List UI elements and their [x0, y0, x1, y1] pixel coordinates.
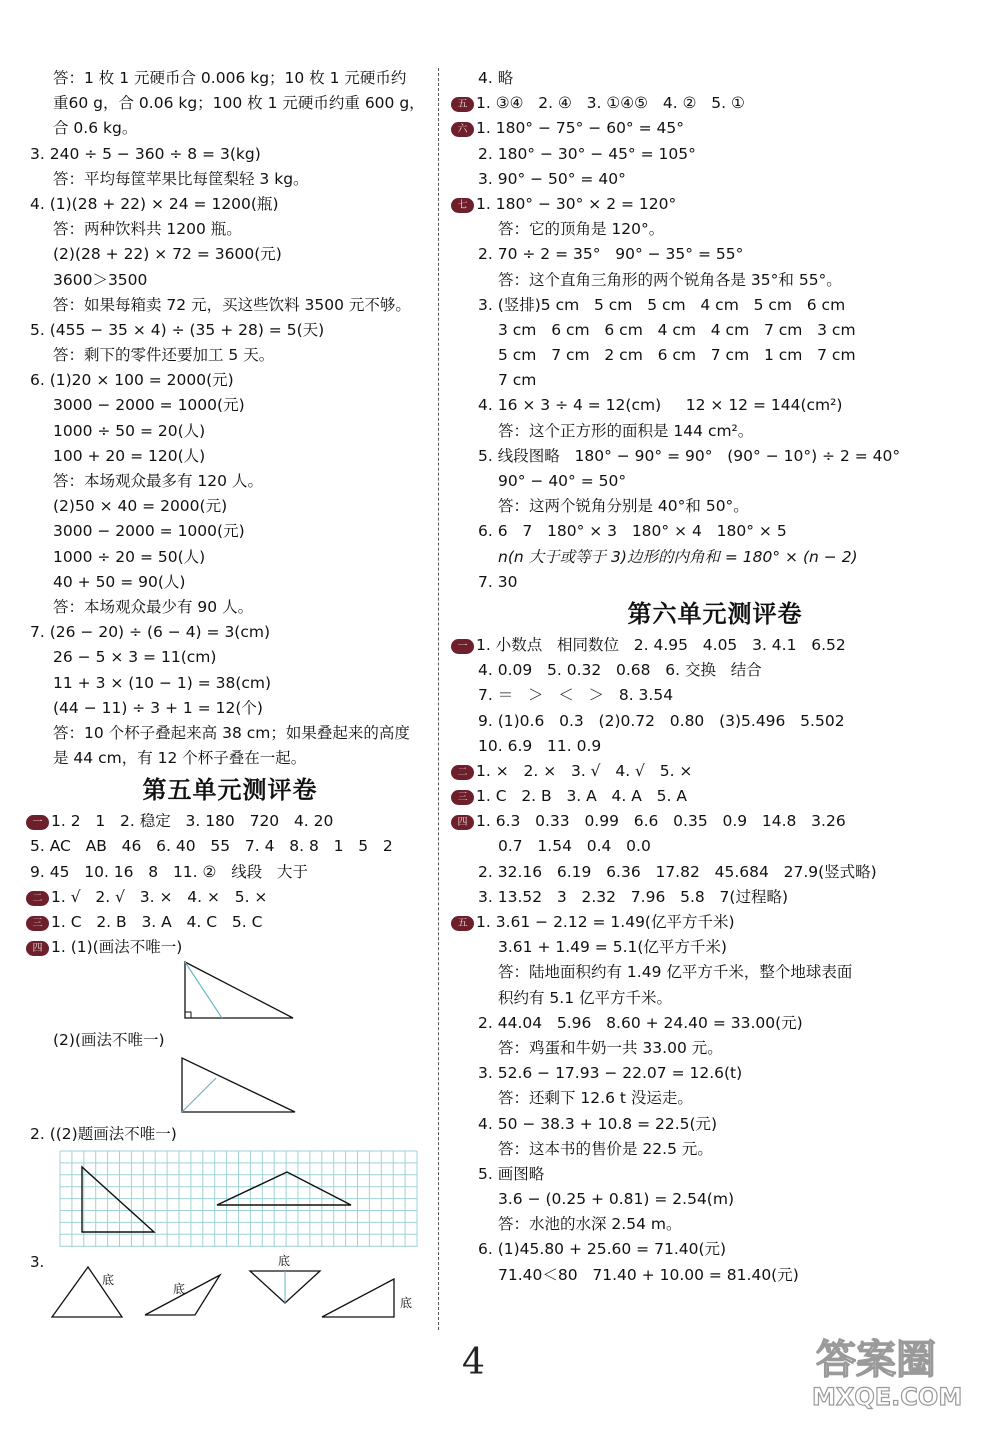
triangle-figure-2 [30, 1054, 430, 1122]
answer-line: 4. 50 − 38.3 + 10.8 = 22.5(元) [478, 1114, 718, 1133]
answer-line: 5. 线段图略 180° − 90° = 90° (90° − 10°) ÷ 2 = 40° [478, 446, 901, 465]
answer-line: 2. 44.04 5.96 8.60 + 24.40 = 33.00(元) [478, 1013, 803, 1032]
base-label: 底 [278, 1253, 291, 1268]
answer-text: 1. 小数点 相同数位 2. 4.95 4.05 3. 4.1 6.52 [476, 635, 846, 654]
answer-line: 6. (1)20 × 100 = 2000(元) [30, 371, 234, 390]
answer-line: 重60 g，合 0.06 kg；100 枚 1 元硬币约重 600 g， [53, 94, 425, 113]
section-badge: 七 [451, 198, 474, 213]
answer-line: 2. 70 ÷ 2 = 35° 90° − 35° = 55° [478, 245, 744, 264]
answer-line: 40 + 50 = 90(人) [53, 572, 186, 591]
answer-line [455, 784, 975, 809]
answer-line: 5 cm 7 cm 2 cm 6 cm 7 cm 1 cm 7 cm [498, 346, 856, 365]
answer-text: 1. C 2. B 3. A 4. A 5. A [476, 787, 687, 806]
answer-line: 答：这本书的售价是 22.5 元。 [498, 1139, 713, 1158]
answer-line: 3000 − 2000 = 1000(元) [53, 396, 245, 415]
answer-line: 3. 240 ÷ 5 − 360 ÷ 8 = 3(kg) [30, 144, 261, 163]
answer-line: 3. 52.6 − 17.93 − 22.07 = 12.6(t) [478, 1064, 743, 1083]
answer-line [30, 809, 430, 834]
answer-text: 1. (1)(画法不唯一) [51, 938, 183, 957]
answer-line [455, 633, 975, 658]
answer-line: 答：两种饮料共 1200 瓶。 [53, 220, 242, 239]
q3-label: 3. [30, 1252, 45, 1271]
answer-line: 10. 6.9 11. 0.9 [478, 736, 602, 755]
answer-line [455, 759, 975, 784]
answer-line: 答：本场观众最少有 90 人。 [53, 597, 254, 616]
grid-figure [30, 1147, 430, 1251]
answer-line: 3.61 + 1.49 = 5.1(亿平方千米) [498, 938, 727, 957]
column-divider [438, 68, 439, 1330]
answer-line: 答：如果每箱卖 72 元，买这些饮料 3500 元不够。 [53, 295, 411, 314]
answer-line: 答：这个正方形的面积是 144 cm²。 [498, 421, 754, 440]
answer-line: 3. (竖排)5 cm 5 cm 5 cm 4 cm 5 cm 6 cm [478, 295, 846, 314]
answer-line: 2. 180° − 30° − 45° = 105° [478, 144, 696, 163]
answer-line: 5. (455 − 35 × 4) ÷ (35 + 28) = 5(天) [30, 320, 325, 339]
answer-line: 4. 16 × 3 ÷ 4 = 12(cm) 12 × 12 = 144(cm²) [478, 396, 843, 415]
answer-line: (44 − 11) ÷ 3 + 1 = 12(个) [53, 698, 263, 717]
watermark-url: MXQE.COM [812, 1383, 963, 1411]
answer-line: 2. ((2)题画法不唯一) [30, 1124, 177, 1143]
answer-line: 4. 0.09 5. 0.32 0.68 6. 交换 结合 [478, 661, 762, 680]
answer-text: 1. 6.3 0.33 0.99 6.6 0.35 0.9 14.8 3.26 [476, 812, 846, 831]
answer-line: 答：这个直角三角形的两个锐角各是 35°和 55°。 [498, 270, 842, 289]
base-label: 底 [173, 1281, 186, 1296]
answer-line: 9. (1)0.6 0.3 (2)0.72 0.80 (3)5.496 5.502 [478, 711, 845, 730]
answer-line: 答：水池的水深 2.54 m。 [498, 1215, 682, 1234]
unit6-title: 第六单元测评卷 [627, 598, 803, 628]
section-badge: 三 [451, 790, 474, 805]
answer-line: 11 + 3 × (10 − 1) = 38(cm) [53, 673, 272, 692]
section-badge: 四 [26, 941, 49, 956]
answer-line: 6. (1)45.80 + 25.60 = 71.40(元) [478, 1240, 727, 1259]
answer-line: 2. 32.16 6.19 6.36 17.82 45.684 27.9(竖式略) [478, 862, 877, 881]
answer-line: 答：本场观众最多有 120 人。 [53, 472, 263, 490]
answer-text: 1. 2 1 2. 稳定 3. 180 720 4. 20 [51, 812, 334, 831]
answer-line: 7 cm [498, 371, 537, 390]
section-badge: 五 [451, 916, 474, 931]
answer-line: (2)(画法不唯一) [53, 1031, 165, 1050]
unit5-title: 第五单元测评卷 [142, 775, 318, 805]
answer-text: 1. 180° − 30° × 2 = 120° [476, 194, 677, 213]
answer-line: 71.40＜80 71.40 + 10.00 = 81.40(元) [498, 1265, 799, 1284]
answer-line: 5. AC AB 46 6. 40 55 7. 4 8. 8 1 5 2 [30, 837, 393, 856]
section-badge: 二 [451, 765, 474, 780]
answer-line: 7. (26 − 20) ÷ (6 − 4) = 3(cm) [30, 623, 271, 642]
answer-line: 3. 13.52 3 2.32 7.96 5.8 7(过程略) [478, 887, 788, 906]
answer-line: 26 − 5 × 3 = 11(cm) [53, 648, 217, 667]
answer-line: 1000 ÷ 20 = 50(人) [53, 547, 206, 566]
section-badge: 五 [451, 97, 474, 112]
base-triangles-figure [30, 1251, 430, 1331]
base-label: 底 [400, 1295, 413, 1310]
grid-svg [30, 1147, 430, 1251]
section-badge: 六 [451, 122, 474, 137]
answer-line: 答：陆地面积约有 1.49 亿平方千米，整个地球表面 [498, 963, 853, 982]
answer-line [455, 116, 975, 141]
answer-line: 答：还剩下 12.6 t 没运走。 [498, 1089, 693, 1108]
answer-line: n(n 大于或等于 3)边形的内角和 = 180° × (n − 2) [498, 547, 858, 566]
answer-line [30, 910, 430, 935]
answer-line: 答：1 枚 1 元硬币合 0.006 kg；10 枚 1 元硬币约 [53, 69, 407, 87]
base-label: 底 [102, 1272, 115, 1287]
answer-text: 1. 180° − 75° − 60° = 45° [476, 119, 684, 138]
answer-line: 答：鸡蛋和牛奶一共 33.00 元。 [498, 1038, 723, 1057]
answer-line: 90° − 40° = 50° [498, 472, 627, 490]
page-number: 4 [462, 1342, 485, 1383]
answer-line: 3600＞3500 [53, 270, 148, 289]
answer-line: 答：剩下的零件还要加工 5 天。 [53, 346, 275, 365]
answer-line: 100 + 20 = 120(人) [53, 446, 206, 465]
answer-line: 3 cm 6 cm 6 cm 4 cm 4 cm 7 cm 3 cm [498, 320, 856, 339]
answer-line: 0.7 1.54 0.4 0.0 [498, 837, 651, 856]
watermark-text: 答案圈 [816, 1337, 936, 1383]
answer-line: 4. (1)(28 + 22) × 24 = 1200(瓶) [30, 194, 279, 213]
answer-line [30, 885, 430, 910]
watermark-logo [806, 1325, 976, 1415]
answer-line: 9. 45 10. 16 8 11. ② 线段 大于 [30, 862, 308, 881]
answer-line: 3000 − 2000 = 1000(元) [53, 522, 245, 541]
answer-line [455, 91, 975, 116]
answer-text: 1. √ 2. √ 3. × 4. × 5. × [51, 887, 268, 906]
section-badge: 三 [26, 916, 49, 931]
answer-line: (2)(28 + 22) × 72 = 3600(元) [53, 245, 282, 264]
answer-line: 4. 略 [478, 69, 514, 87]
triangle-figure-1 [30, 960, 430, 1028]
answer-line: 7. 30 [478, 572, 518, 591]
answer-line [30, 935, 430, 960]
answer-line [455, 809, 975, 834]
answer-line: 答：这两个锐角分别是 40°和 50°。 [498, 497, 749, 516]
right-column [455, 66, 975, 1288]
answer-line: 答：平均每筐苹果比每筐梨轻 3 kg。 [53, 169, 309, 188]
answer-line: 积约有 5.1 亿平方千米。 [498, 988, 673, 1007]
answer-line: 7. ＝ ＞ ＜ ＞ 8. 3.54 [478, 686, 674, 705]
section-badge: 二 [26, 891, 49, 906]
answer-line: 6. 6 7 180° × 3 180° × 4 180° × 5 [478, 522, 787, 541]
answer-line: 3. 90° − 50° = 40° [478, 169, 626, 188]
section-badge: 四 [451, 815, 474, 830]
answer-text: 1. C 2. B 3. A 4. C 5. C [51, 913, 263, 931]
answer-text: 1. × 2. × 3. √ 4. √ 5. × [476, 761, 693, 780]
answer-line: 答：10 个杯子叠起来高 38 cm；如果叠起来的高度 [53, 723, 410, 742]
answer-line: 是 44 cm，有 12 个杯子叠在一起。 [53, 749, 307, 768]
answer-line [455, 192, 975, 217]
answer-line: (2)50 × 40 = 2000(元) [53, 497, 228, 516]
answer-line: 5. 画图略 [478, 1164, 545, 1183]
answer-line: 答：它的顶角是 120°。 [498, 220, 665, 239]
answer-line: 3.6 − (0.25 + 0.81) = 2.54(m) [498, 1190, 734, 1209]
section-badge: 一 [26, 815, 49, 830]
answer-line: 合 0.6 kg。 [53, 119, 138, 138]
answer-text: 1. 3.61 − 2.12 = 1.49(亿平方千米) [476, 913, 735, 931]
answer-line: 1000 ÷ 50 = 20(人) [53, 421, 206, 440]
section-badge: 一 [451, 639, 474, 654]
answer-line [455, 910, 975, 935]
answer-text: 1. ③④ 2. ④ 3. ①④⑤ 4. ② 5. ① [476, 94, 745, 113]
left-column [30, 66, 430, 1331]
